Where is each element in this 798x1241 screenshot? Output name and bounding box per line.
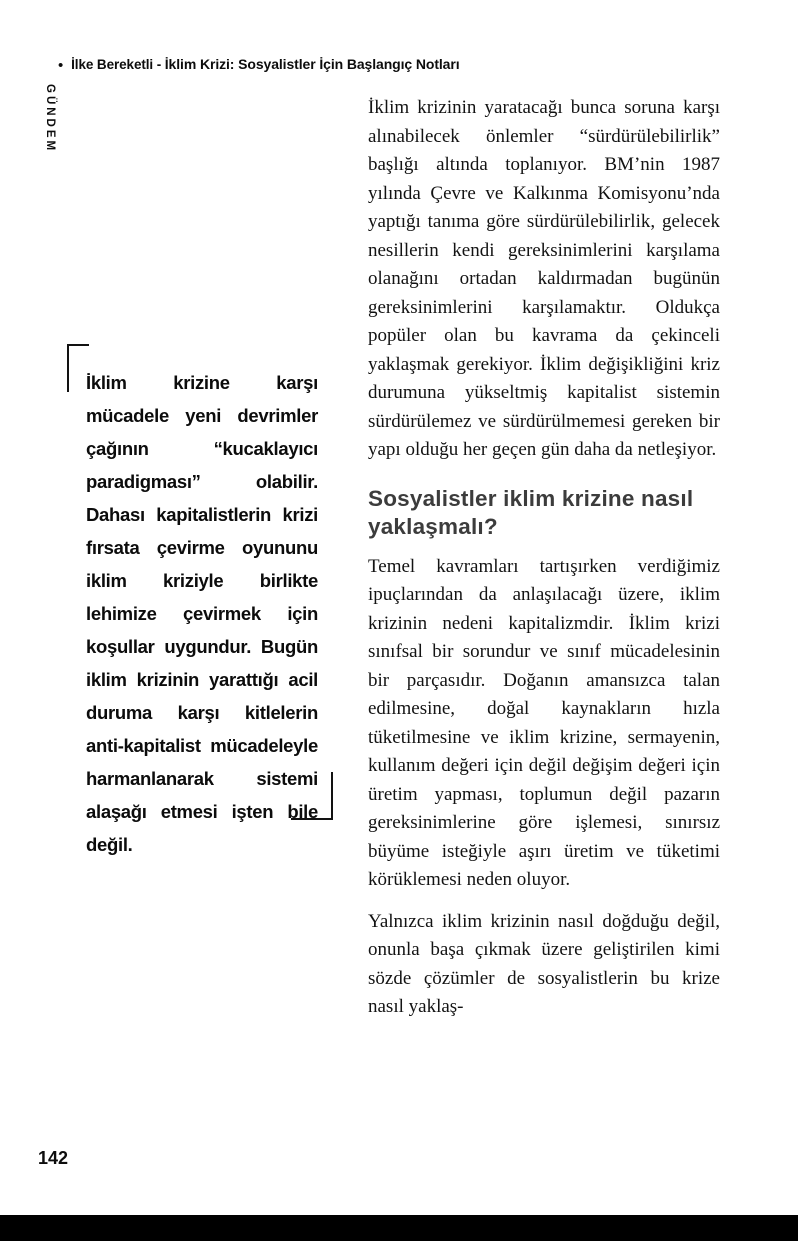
article-author: İlke Bereketli -	[71, 57, 162, 72]
bottom-black-bar	[0, 1215, 798, 1241]
article-paragraph-3: Yalnızca iklim krizinin nasıl doğduğu değil, onunla başa çıkmak üzere geliştirilen kimi sözde çözümler de sosyalistlerin bu krize nasıl yaklaş-	[368, 910, 720, 1017]
pull-quote: İklim krizine karşı mücadele yeni devrimler çağının “kucaklayıcı paradigması” olabilir. Dahası kapitalistlerin krizi fırsata çevirme oyununu iklim kriziyle birlikte lehimize çevirmek için koşullar uygundur. Bugün iklim krizinin yarattığı acil duruma karşı kitlelerin anti-kapitalist mücadeleyle harmanlanarak sistemi alaşağı etmesi işten bile değil.	[86, 372, 318, 855]
page-header	[58, 56, 698, 74]
article-title: İklim Krizi: Sosyalistler İçin Başlangıç Notları	[164, 56, 460, 72]
bullet-icon: •	[58, 57, 64, 74]
page-number: 142	[38, 1148, 69, 1168]
section-spine-label: GÜNDEM	[44, 84, 56, 154]
article-paragraph-1: İklim krizinin yaratacağı bunca soruna karşı alınabilecek önlemler “sürdürülebilirlik” başlığı altında toplanıyor. BM’nin 1987 yılında Çevre ve Kalkınma Komisyonu’nda yaptığı tanıma göre sürdürülebilirlik, gelecek nesillerin kendi gereksinimlerini karşılama olanağını ortadan kaldırmadan bugünün gereksinimlerini karşılamaktır. Oldukça popüler olan bu kavrama da çekinceli yaklaşmak gerekiyor. İklim değişikliğini kriz durumuna yükseltmiş kapitalist sistemin sürdürülemez ve sürdürülmemesi gereken bir yapı olduğu her geçen gün daha da netleşiyor.	[368, 97, 720, 460]
article-body-column	[368, 94, 720, 1035]
quote-corner-bottom-icon	[291, 772, 333, 820]
article-paragraph-2: Temel kavramları tartışırken verdiğimiz ipuçlarından da anlaşılacağı üzere, iklim krizinin nedeni kapitalizmdir. İklim krizi sınıfsal bir sorundur ve sınıf mücadelesinin bir parçasıdır. Doğanın amansızca talan edilmesine, doğal kaynakların hızla tüketilmesine ve iklim krizine, sermayenin, kullanım değeri için değil değişim değeri için üretim yapması, toplumun değil pazarın gereksinimlerine göre işlemesi, sınırsız büyüme isteğiyle aşırı üretim ve tüketimi körüklemesi neden oluyor.	[368, 555, 720, 890]
section-heading: Sosyalistler iklim krizine nasıl yaklaşmalı?	[368, 485, 694, 539]
